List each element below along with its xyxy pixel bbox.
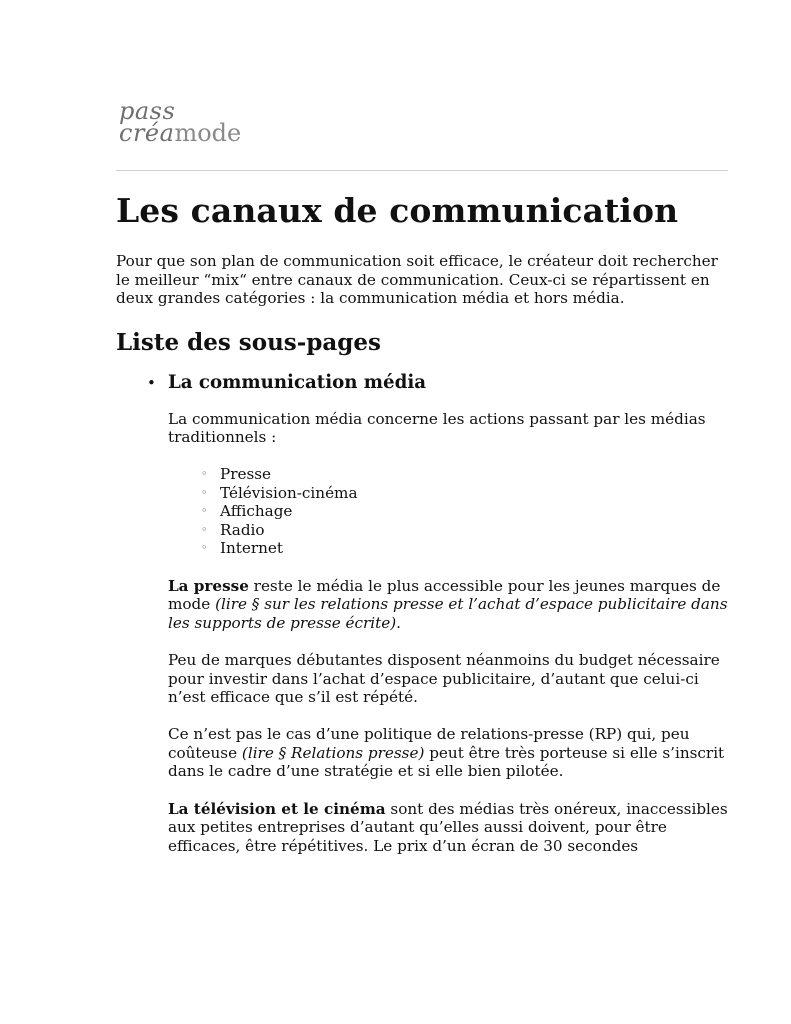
presse-paragraph: La presse reste le média le plus accessible pour les jeunes marques de mode (lire § sur les relations presse et l’achat d’espace publicitaire dans les supports de presse écrite).	[168, 576, 728, 632]
rp-italic-note: (lire § Relations presse)	[241, 743, 425, 762]
circle-bullet-icon: ◦	[201, 466, 208, 480]
presse-bold-label: La presse	[168, 576, 249, 595]
header-divider	[116, 170, 728, 171]
television-bold-label: La télévision et le cinéma	[168, 799, 386, 818]
logo-line-2	[119, 119, 728, 147]
subpage-lead: La communication média concerne les actions passant par les médias traditionnels :	[168, 409, 706, 447]
logo-mode: mode	[174, 119, 242, 147]
media-list-item: ◦ Télévision-cinéma	[201, 483, 358, 502]
bullet-icon: •	[147, 373, 156, 392]
subpage-excerpt	[168, 410, 728, 856]
circle-bullet-icon: ◦	[201, 522, 208, 536]
media-list-item: ◦ Affichage	[201, 502, 293, 521]
page-title: Les canaux de communication	[116, 191, 679, 230]
rp-paragraph: Ce n’est pas le cas d’une politique de relations-presse (RP) qui, peu coûteuse (lire § Relations presse) peut être très porteuse si elle s’inscrit dans le cadre d’une stratégie et si elle bien pilotée.	[168, 725, 725, 781]
television-paragraph: La télévision et le cinéma sont des médias très onéreux, inaccessibles aux petites entreprises d’autant qu’elles aussi doivent, pour être efficaces, être répétitives. Le prix d’un écran de 30 secondes	[168, 799, 728, 855]
media-list-item: ◦ Radio	[201, 520, 265, 539]
subpages-list	[116, 370, 728, 856]
logo-line-1: pass	[119, 97, 176, 125]
pass-creamode-logo	[119, 97, 728, 156]
media-list-item: ◦ Presse	[201, 464, 272, 483]
subpage-item-communication-media	[116, 370, 728, 856]
budget-paragraph: Peu de marques débutantes disposent néanmoins du budget nécessaire pour investir dans l’achat d’espace publicitaire, d’autant que celui-ci n’est efficace que s’il est répété.	[168, 650, 720, 707]
logo-crea: créa	[119, 119, 175, 147]
document-page	[116, 97, 728, 855]
intro-paragraph: Pour que son plan de communication soit efficace, le créateur doit rechercher le meilleur “mix“ entre canaux de communication. Ceux-ci se répartissent en deux grandes catégories : la communication média et hors média.	[116, 252, 718, 308]
subpages-heading: Liste des sous-pages	[116, 328, 381, 356]
presse-italic-note: (lire § sur les relations presse et l’achat d’espace publicitaire dans les supports de presse écrite)	[168, 595, 728, 632]
circle-bullet-icon: ◦	[201, 541, 208, 555]
circle-bullet-icon: ◦	[201, 485, 208, 499]
media-list-item: ◦ Internet	[201, 539, 284, 558]
media-list	[168, 465, 728, 558]
subpage-title-link[interactable]: La communication média	[168, 371, 427, 393]
circle-bullet-icon: ◦	[201, 504, 208, 518]
